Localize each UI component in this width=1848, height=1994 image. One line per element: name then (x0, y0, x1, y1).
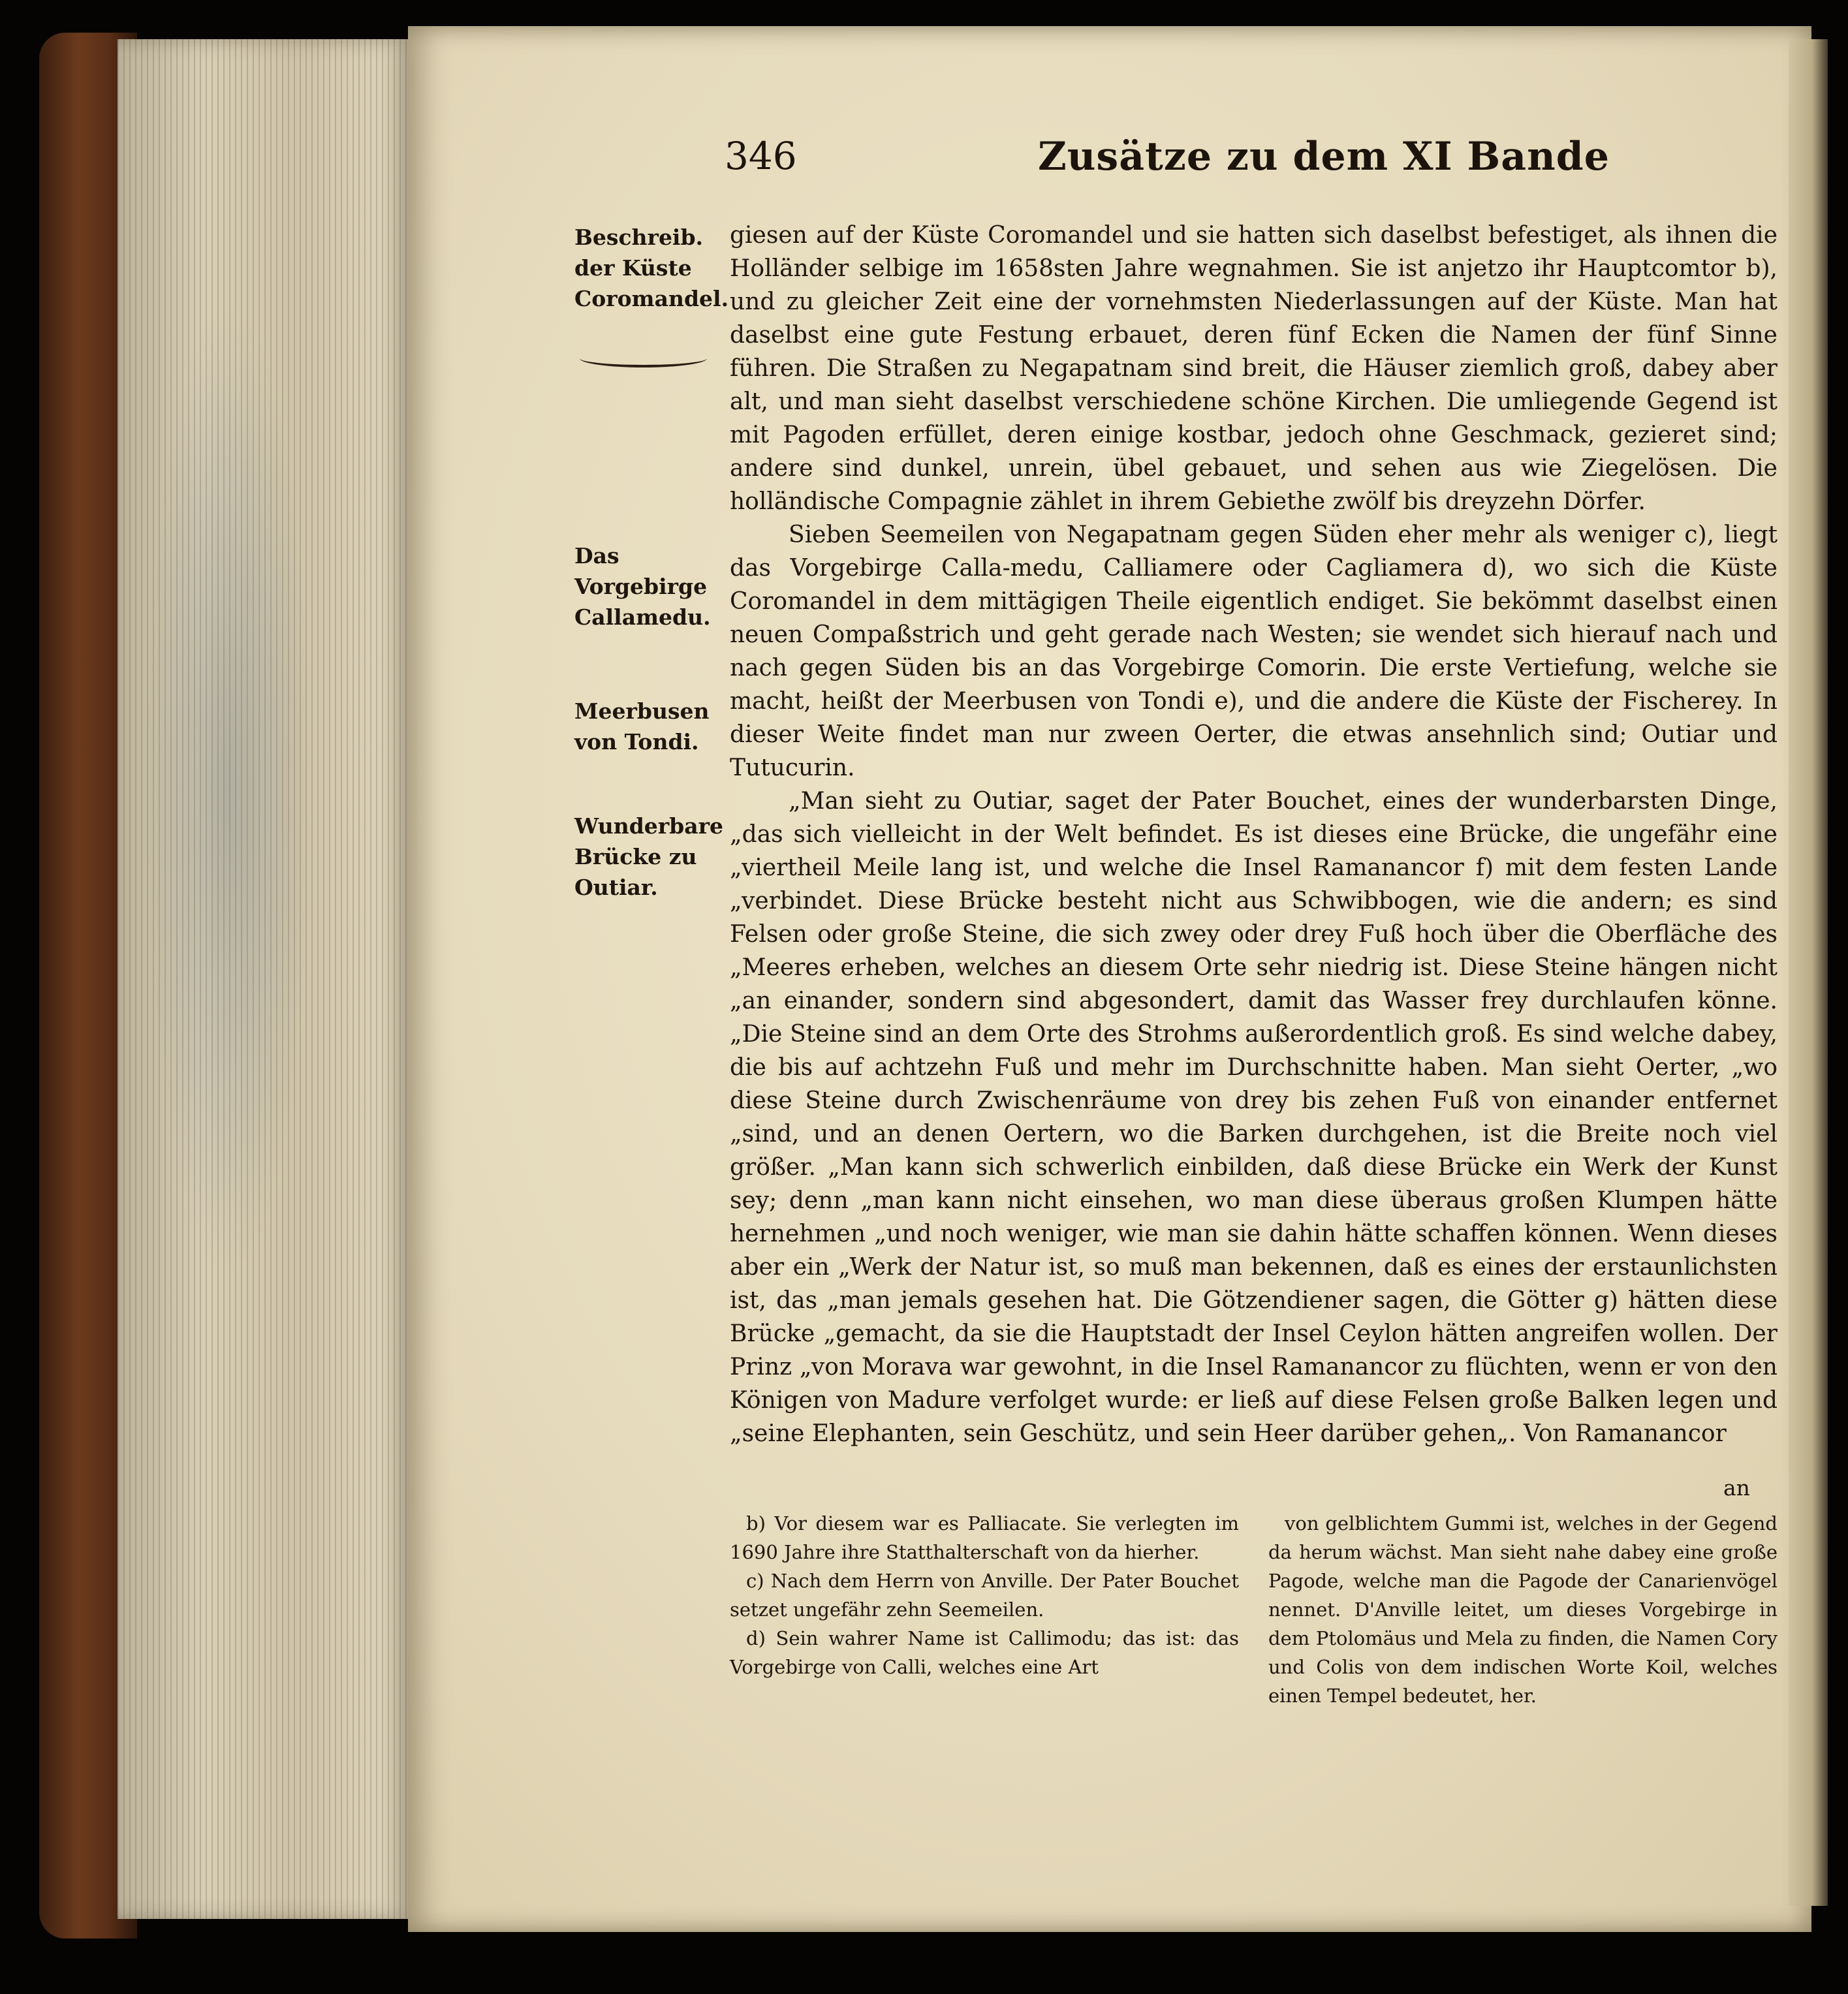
paragraph: giesen auf der Küste Coromandel und sie hatten sich daselbst befestiget, als ihnen die Holländer selbige im 1658sten Jahre wegnahmen. Sie ist anjetzo ihr Hauptcomtor b), und zu gleicher Zeit eine der vornehmsten Niederlassungen auf der Küste. Man hat daselbst eine gute Festung erbauet, deren fünf Ecken die Namen der fünf Sinne führen. Die Straßen zu Negapatnam sind breit, die Häuser ziemlich groß, dabey aber alt, und man sieht daselbst verschiedene schöne Kirchen. Die umliegende Gegend ist mit Pagoden erfüllet, deren einige kostbar, jedoch ohne Geschmack, gezieret sind; andere sind dunkel, unrein, übel gebauet, und sehen aus wie Ziegelösen. Die holländische Compagnie zählet in ihrem Gebiethe zwölf bis dreyzehn Dörfer. (730, 222, 1778, 515)
page-fold (1789, 39, 1828, 1906)
paragraph: „Man sieht zu Outiar, saget der Pater Bouchet, eines der wunderbarsten Dinge, „das sich vielleicht in der Welt befindet. Es ist dieses eine Brücke, die ungefähr eine „viertheil Meile lang ist, und welche die Insel Ramanancor f) mit dem festen Lande „verbindet. Diese Brücke besteht nicht aus Schwibbogen, wie die andern; es sind Felsen oder große Steine, die sich zwey oder drey Fuß hoch über die Oberfläche des „Meeres erheben, welches an diesem Orte sehr niedrig ist. Diese Steine hängen nicht „an einander, sondern sind abgesondert, damit das Wasser frey durchlaufen könne. „Die Steine sind an dem Orte des Strohms außerordentlich groß. Es sind welche dabey, die bis auf achtzehn Fuß und mehr im Durchschnitte haben. Man sieht Oerter, „wo diese Steine durch Zwischenräume von drey bis zehen Fuß von einander entfernet „sind, und an denen Oertern, wo die Barken durchgehen, ist die Breite noch viel größer. „Man kann sich schwerlich einbilden, daß diese Brücke ein Werk der Kunst sey; denn „man kann nicht einsehen, wo man diese überaus großen Klumpen hätte hernehmen „und noch weniger, wie man sie dahin hätte schaffen können. Wenn dieses aber ein „Werk der Natur ist, so muß man bekennen, daß es eines der erstaunlichsten ist, das „man jemals gesehen hat. Die Götzendiener sagen, die Götter g) hätten diese Brücke „gemacht, da sie die Hauptstadt der Insel Ceylon hätten angreifen wollen. Der Prinz „von Morava war gewohnt, in die Insel Ramanancor zu flüchten, wenn er von den Königen von Madure verfolget wurde: er ließ auf diese Felsen große Balken legen und „seine Elephanten, sein Geschütz, und sein Heer darüber gehen„. Von Ramanancor (730, 788, 1778, 1447)
footnote: d) Sein wahrer Name ist Callimodu; das ist: das Vorgebirge von Calli, welches eine Art (730, 1627, 1239, 1678)
paragraph: Sieben Seemeilen von Negapatnam gegen Süden eher mehr als weniger c), liegt das Vorgebirge Calla-medu, Calliamere oder Cagliamera d), wo sich die Küste Coromandel in dem mittägigen Theile eigentlich endiget. Sie bekömmt daselbst einen neuen Compaßstrich und geht gerade nach Westen; sie wendet sich hierauf nach und nach gegen Süden bis an das Vorgebirge Comorin. Die erste Vertiefung, welche sie macht, heißt der Meerbusen von Tondi e), und die andere die Küste der Fischerey. In dieser Weite findet man nur zween Oerter, die etwas ansehnlich sind; Outiar und Tutucurin. (730, 522, 1778, 781)
margin-note-flourish (580, 349, 707, 367)
page-block-edges (117, 39, 411, 1919)
page-number: 346 (725, 134, 797, 178)
margin-note-tondi: Meerbusen von Tondi. (574, 698, 710, 755)
catchword: an (1723, 1475, 1750, 1501)
footnote: c) Nach dem Herrn von Anville. Der Pater Bouchet setzet ungefähr zehn Seemeilen. (730, 1570, 1239, 1621)
margin-note-bruecke: Wunderbare Brücke zu Outiar. (574, 813, 724, 900)
main-text (730, 219, 1778, 1450)
margin-note-coromandel: Beschreib. der Küste Coromandel. (574, 225, 729, 311)
page-header (725, 134, 1776, 193)
footnote: b) Vor diesem war es Palliacate. Sie verlegten im 1690 Jahre ihre Statthalterschaft von da hierher. (730, 1512, 1239, 1563)
footnote: von gelblichtem Gummi ist, welches in der Gegend da herum wächst. Man sieht nahe dabey eine große Pagode, welche man die Pagode der Canarienvögel nennet. D'Anville leitet, um dieses Vorgebirge in dem Ptolomäus und Mela zu finden, die Namen Cory und Colis von dem indischen Worte Koil, welches einen Tempel bedeutet, her. (1268, 1512, 1778, 1707)
footnotes (730, 1509, 1778, 1783)
footnotes-right-column (1268, 1509, 1778, 1710)
running-title: Zusätze zu dem XI Bande (1038, 134, 1610, 179)
margin-note-callamedu: Das Vorgebirge Callamedu. (574, 543, 711, 630)
footnotes-left-column (730, 1509, 1239, 1681)
